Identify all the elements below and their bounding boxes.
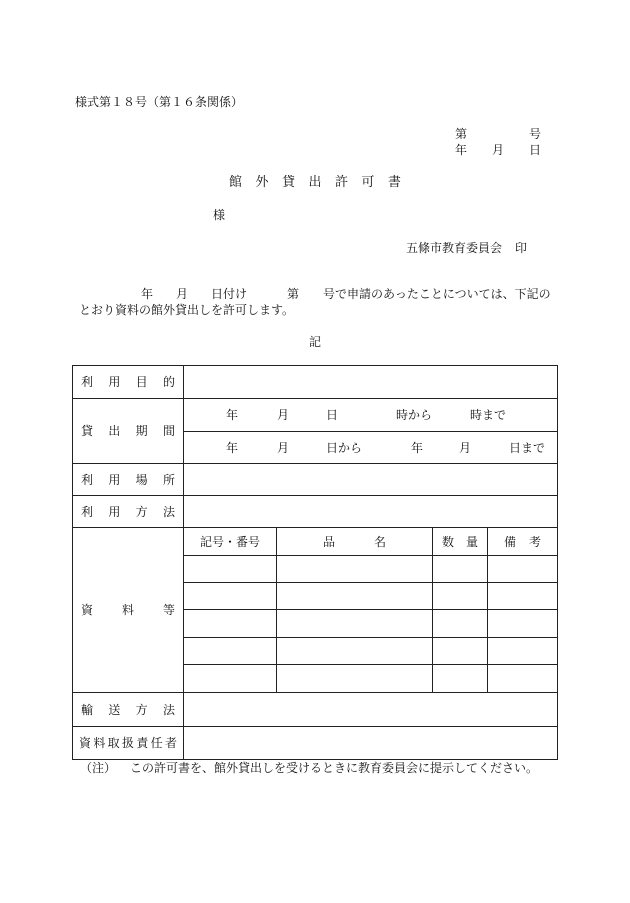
period-year: 年 — [226, 408, 239, 422]
period-month: 月 — [277, 408, 290, 422]
label-char: 出 — [108, 424, 121, 438]
period-from-time: 時から — [396, 408, 433, 422]
label-char: 料 — [121, 603, 134, 617]
period-date-cell[interactable] — [184, 432, 558, 464]
title-char: 可 — [361, 175, 375, 190]
material-name-cell[interactable] — [277, 583, 433, 610]
note-mark: （注） — [80, 761, 117, 775]
purpose-value[interactable] — [184, 366, 558, 399]
material-qty-cell[interactable] — [433, 638, 488, 665]
date-month: 月 — [492, 143, 505, 157]
ref-dai: 第 — [455, 127, 468, 141]
note-text: この許可書を、館外貸出しを受けるときに教育委員会に提示してください。 — [130, 761, 539, 775]
row-period-1 — [73, 399, 558, 432]
period-time-cell[interactable] — [184, 399, 558, 432]
label-char: 輸 — [81, 702, 94, 717]
label-char: 任 — [150, 736, 163, 750]
period-start-year: 年 — [226, 440, 239, 455]
period-end-year: 年 — [411, 440, 424, 455]
label-char: 場 — [135, 472, 148, 487]
label-char: 所 — [162, 472, 175, 487]
header-char: 品 — [323, 534, 336, 549]
header-remarks — [488, 528, 558, 556]
header-qty — [433, 528, 488, 556]
title-char: 貸 — [281, 175, 295, 190]
title-char: 館 — [229, 175, 243, 190]
period-from-day: 日から — [326, 440, 363, 455]
material-remarks-cell[interactable] — [488, 638, 558, 665]
addressee-suffix: 様 — [213, 208, 226, 222]
row-method — [73, 496, 558, 528]
label-char: 利 — [81, 375, 94, 389]
row-place — [73, 464, 558, 496]
label-char: 資 — [79, 736, 92, 750]
purpose-label — [73, 366, 184, 399]
material-name-cell[interactable] — [277, 665, 433, 693]
header-char: 備 — [504, 534, 517, 549]
transport-label — [73, 693, 184, 727]
header-char: 名 — [373, 534, 386, 549]
material-qty-cell[interactable] — [433, 583, 488, 610]
label-char: 送 — [108, 702, 121, 717]
label-char: 用 — [108, 375, 121, 389]
body-day-tsuke: 日付け — [211, 287, 248, 301]
row-materials-header — [73, 528, 558, 556]
period-day: 日 — [326, 408, 339, 422]
manager-label — [73, 727, 184, 760]
material-remarks-cell[interactable] — [488, 556, 558, 583]
manager-value[interactable] — [184, 727, 558, 760]
ref-go: 号 — [529, 127, 542, 141]
place-label — [73, 464, 184, 496]
label-char: 方 — [135, 504, 148, 519]
form-number: 様式第１８号（第１６条関係） — [75, 95, 244, 109]
method-value[interactable] — [184, 496, 558, 528]
label-char: 期 — [135, 424, 148, 438]
materials-label — [73, 528, 184, 693]
seal-mark: 印 — [515, 241, 528, 255]
body-line1-rest: 号で申請のあったことについては、下記の — [323, 287, 551, 301]
body-dai: 第 — [287, 287, 300, 301]
header-name — [277, 528, 433, 556]
material-qty-cell[interactable] — [433, 556, 488, 583]
label-char: 方 — [135, 702, 148, 717]
row-manager — [73, 727, 558, 760]
material-name-cell[interactable] — [277, 556, 433, 583]
date-day: 日 — [529, 143, 542, 157]
material-name-cell[interactable] — [277, 610, 433, 638]
title-char: 許 — [334, 175, 348, 190]
date-year: 年 — [455, 143, 468, 157]
period-label — [73, 399, 184, 464]
label-char: 等 — [162, 603, 175, 617]
period-end-month: 月 — [459, 440, 472, 455]
issuer-name: 五條市教育委員会 — [406, 241, 503, 255]
title-char: 外 — [255, 175, 269, 190]
label-char: 的 — [162, 375, 175, 389]
material-code-cell[interactable] — [184, 665, 277, 693]
row-purpose — [73, 366, 558, 399]
label-char: 法 — [162, 702, 175, 717]
header-char: 数 — [442, 534, 455, 549]
material-code-cell[interactable] — [184, 610, 277, 638]
transport-value[interactable] — [184, 693, 558, 727]
header-char: 考 — [528, 534, 541, 549]
period-to-time: 時まで — [470, 408, 507, 422]
body-month: 月 — [176, 287, 189, 301]
label-char: 貸 — [81, 424, 94, 438]
material-remarks-cell[interactable] — [488, 610, 558, 638]
material-qty-cell[interactable] — [433, 665, 488, 693]
document-title — [229, 176, 401, 190]
place-value[interactable] — [184, 464, 558, 496]
label-char: 取 — [107, 736, 120, 750]
label-char: 用 — [108, 472, 121, 487]
material-remarks-cell[interactable] — [488, 583, 558, 610]
label-char: 間 — [162, 424, 175, 438]
period-start-month: 月 — [277, 440, 290, 455]
material-qty-cell[interactable] — [433, 610, 488, 638]
method-label — [73, 496, 184, 528]
body-line2: とおり資料の館外貸出しを許可します。 — [79, 303, 295, 317]
material-name-cell[interactable] — [277, 638, 433, 665]
label-char: 目 — [135, 375, 148, 389]
material-code-cell[interactable] — [184, 556, 277, 583]
label-char: 法 — [162, 504, 175, 519]
label-char: 用 — [108, 504, 121, 519]
period-to-day: 日まで — [509, 440, 546, 455]
ki-heading: 記 — [309, 335, 322, 349]
row-transport — [73, 693, 558, 727]
header-code: 記号・番号 — [184, 528, 277, 556]
label-char: 扱 — [121, 736, 134, 750]
label-char: 料 — [93, 736, 106, 750]
title-char: 書 — [387, 175, 401, 190]
label-char: 利 — [81, 472, 94, 487]
title-char: 出 — [308, 175, 322, 190]
body-year: 年 — [141, 287, 154, 301]
label-char: 責 — [136, 736, 149, 750]
material-remarks-cell[interactable] — [488, 665, 558, 693]
permit-table — [72, 365, 558, 760]
label-char: 者 — [164, 736, 177, 750]
label-char: 利 — [81, 504, 94, 519]
label-char: 資 — [81, 603, 94, 617]
material-code-cell[interactable] — [184, 583, 277, 610]
material-code-cell[interactable] — [184, 638, 277, 665]
header-char: 量 — [465, 534, 478, 549]
